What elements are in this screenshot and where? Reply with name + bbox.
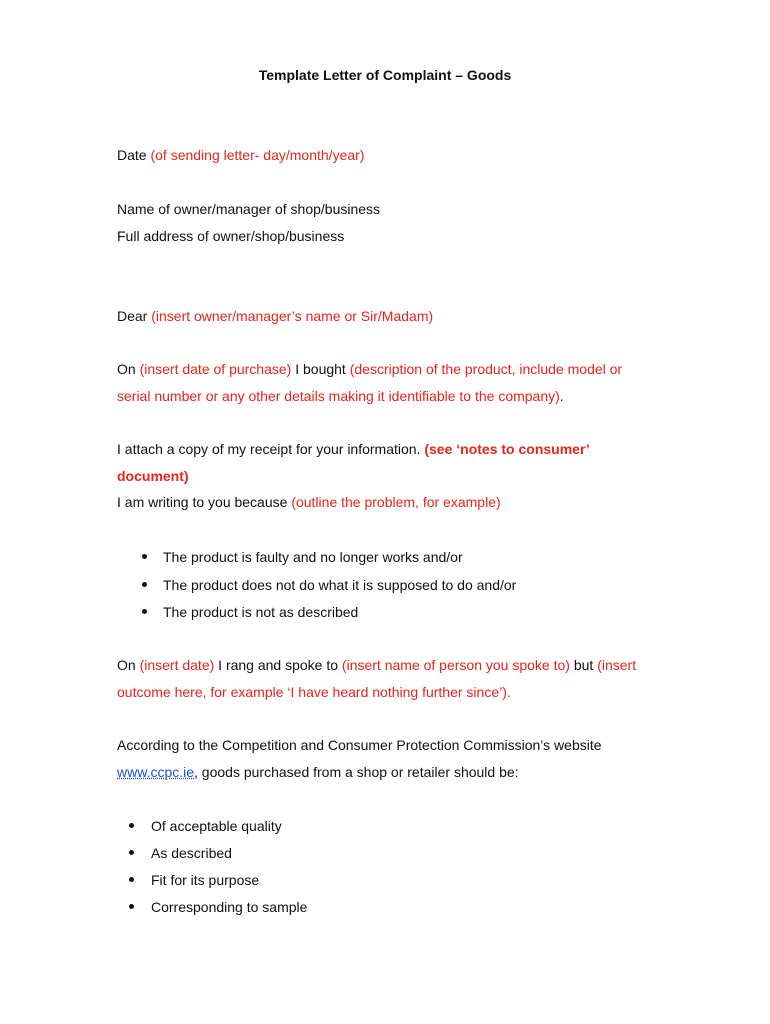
writing-line (117, 492, 501, 512)
bullet-dot (129, 904, 134, 909)
document-title: Template Letter of Complaint – Goods (258, 67, 512, 83)
problem-item: The product is faulty and no longer works and/or (163, 549, 463, 565)
goods-text: , goods purchased from a shop or retailer should be: (194, 764, 519, 780)
outcome-hint-2: outcome here, for example ‘I have heard nothing further since’). (117, 684, 511, 700)
requirement-item: Fit for its purpose (151, 872, 260, 888)
ccpc-website-link[interactable]: www.ccpc.ie (117, 764, 195, 780)
requirement-item: Of acceptable quality (151, 818, 282, 834)
product-hint-1: (description of the product, include model or (349, 361, 623, 377)
bullet-dot (142, 554, 147, 559)
purchase-date-hint: (insert date of purchase) (139, 361, 292, 377)
phone-call-line-1 (117, 655, 636, 675)
outcome-hint-1: (insert (597, 657, 637, 673)
bullet-dot (142, 582, 147, 587)
rang-text: I rang and spoke to (214, 657, 342, 673)
problem-item: The product is not as described (163, 604, 359, 620)
dear-hint: (insert owner/manager’s name or Sir/Madam) (151, 308, 434, 324)
problem-hint: (outline the problem, for example) (291, 494, 501, 510)
requirement-item: As described (151, 845, 232, 861)
recipient-address-line: Full address of owner/shop/business (117, 228, 345, 244)
notes-hint-1: (see ‘notes to consumer’ (424, 441, 590, 457)
attach-line (117, 439, 590, 459)
bullet-dot (142, 609, 147, 614)
notes-line-2 (117, 466, 189, 486)
problem-item: The product does not do what it is supposed to do and/or (163, 577, 517, 593)
phone-call-line-2 (117, 682, 511, 702)
date-hint: (of sending letter- day/month/year) (150, 147, 365, 163)
bullet-dot (129, 823, 134, 828)
according-line: According to the Competition and Consumer Protection Commission’s website (117, 737, 602, 753)
on-label: On (117, 361, 140, 377)
recipient-name-line: Name of owner/manager of shop/business (117, 201, 381, 217)
insert-date-hint: (insert date) (139, 657, 215, 673)
requirement-item: Corresponding to sample (151, 899, 308, 915)
but-text: but (569, 657, 598, 673)
date-label: Date (117, 147, 151, 163)
website-line (117, 762, 519, 782)
product-hint-2: serial number or any other details making it identifiable to the company) (117, 388, 560, 404)
purchase-line-2 (117, 386, 564, 406)
on2-label: On (117, 657, 140, 673)
purchase-period: . (559, 388, 564, 404)
date-line (117, 145, 364, 165)
purchase-line-1 (117, 359, 622, 379)
writing-text: I am writing to you because (117, 494, 292, 510)
attach-text: I attach a copy of my receipt for your information. (117, 441, 425, 457)
dear-label: Dear (117, 308, 152, 324)
bullet-dot (129, 877, 134, 882)
bought-text: I bought (291, 361, 350, 377)
person-hint: (insert name of person you spoke to) (341, 657, 570, 673)
bullet-dot (129, 850, 134, 855)
notes-hint-2: document) (117, 468, 189, 484)
salutation-line (117, 306, 433, 326)
